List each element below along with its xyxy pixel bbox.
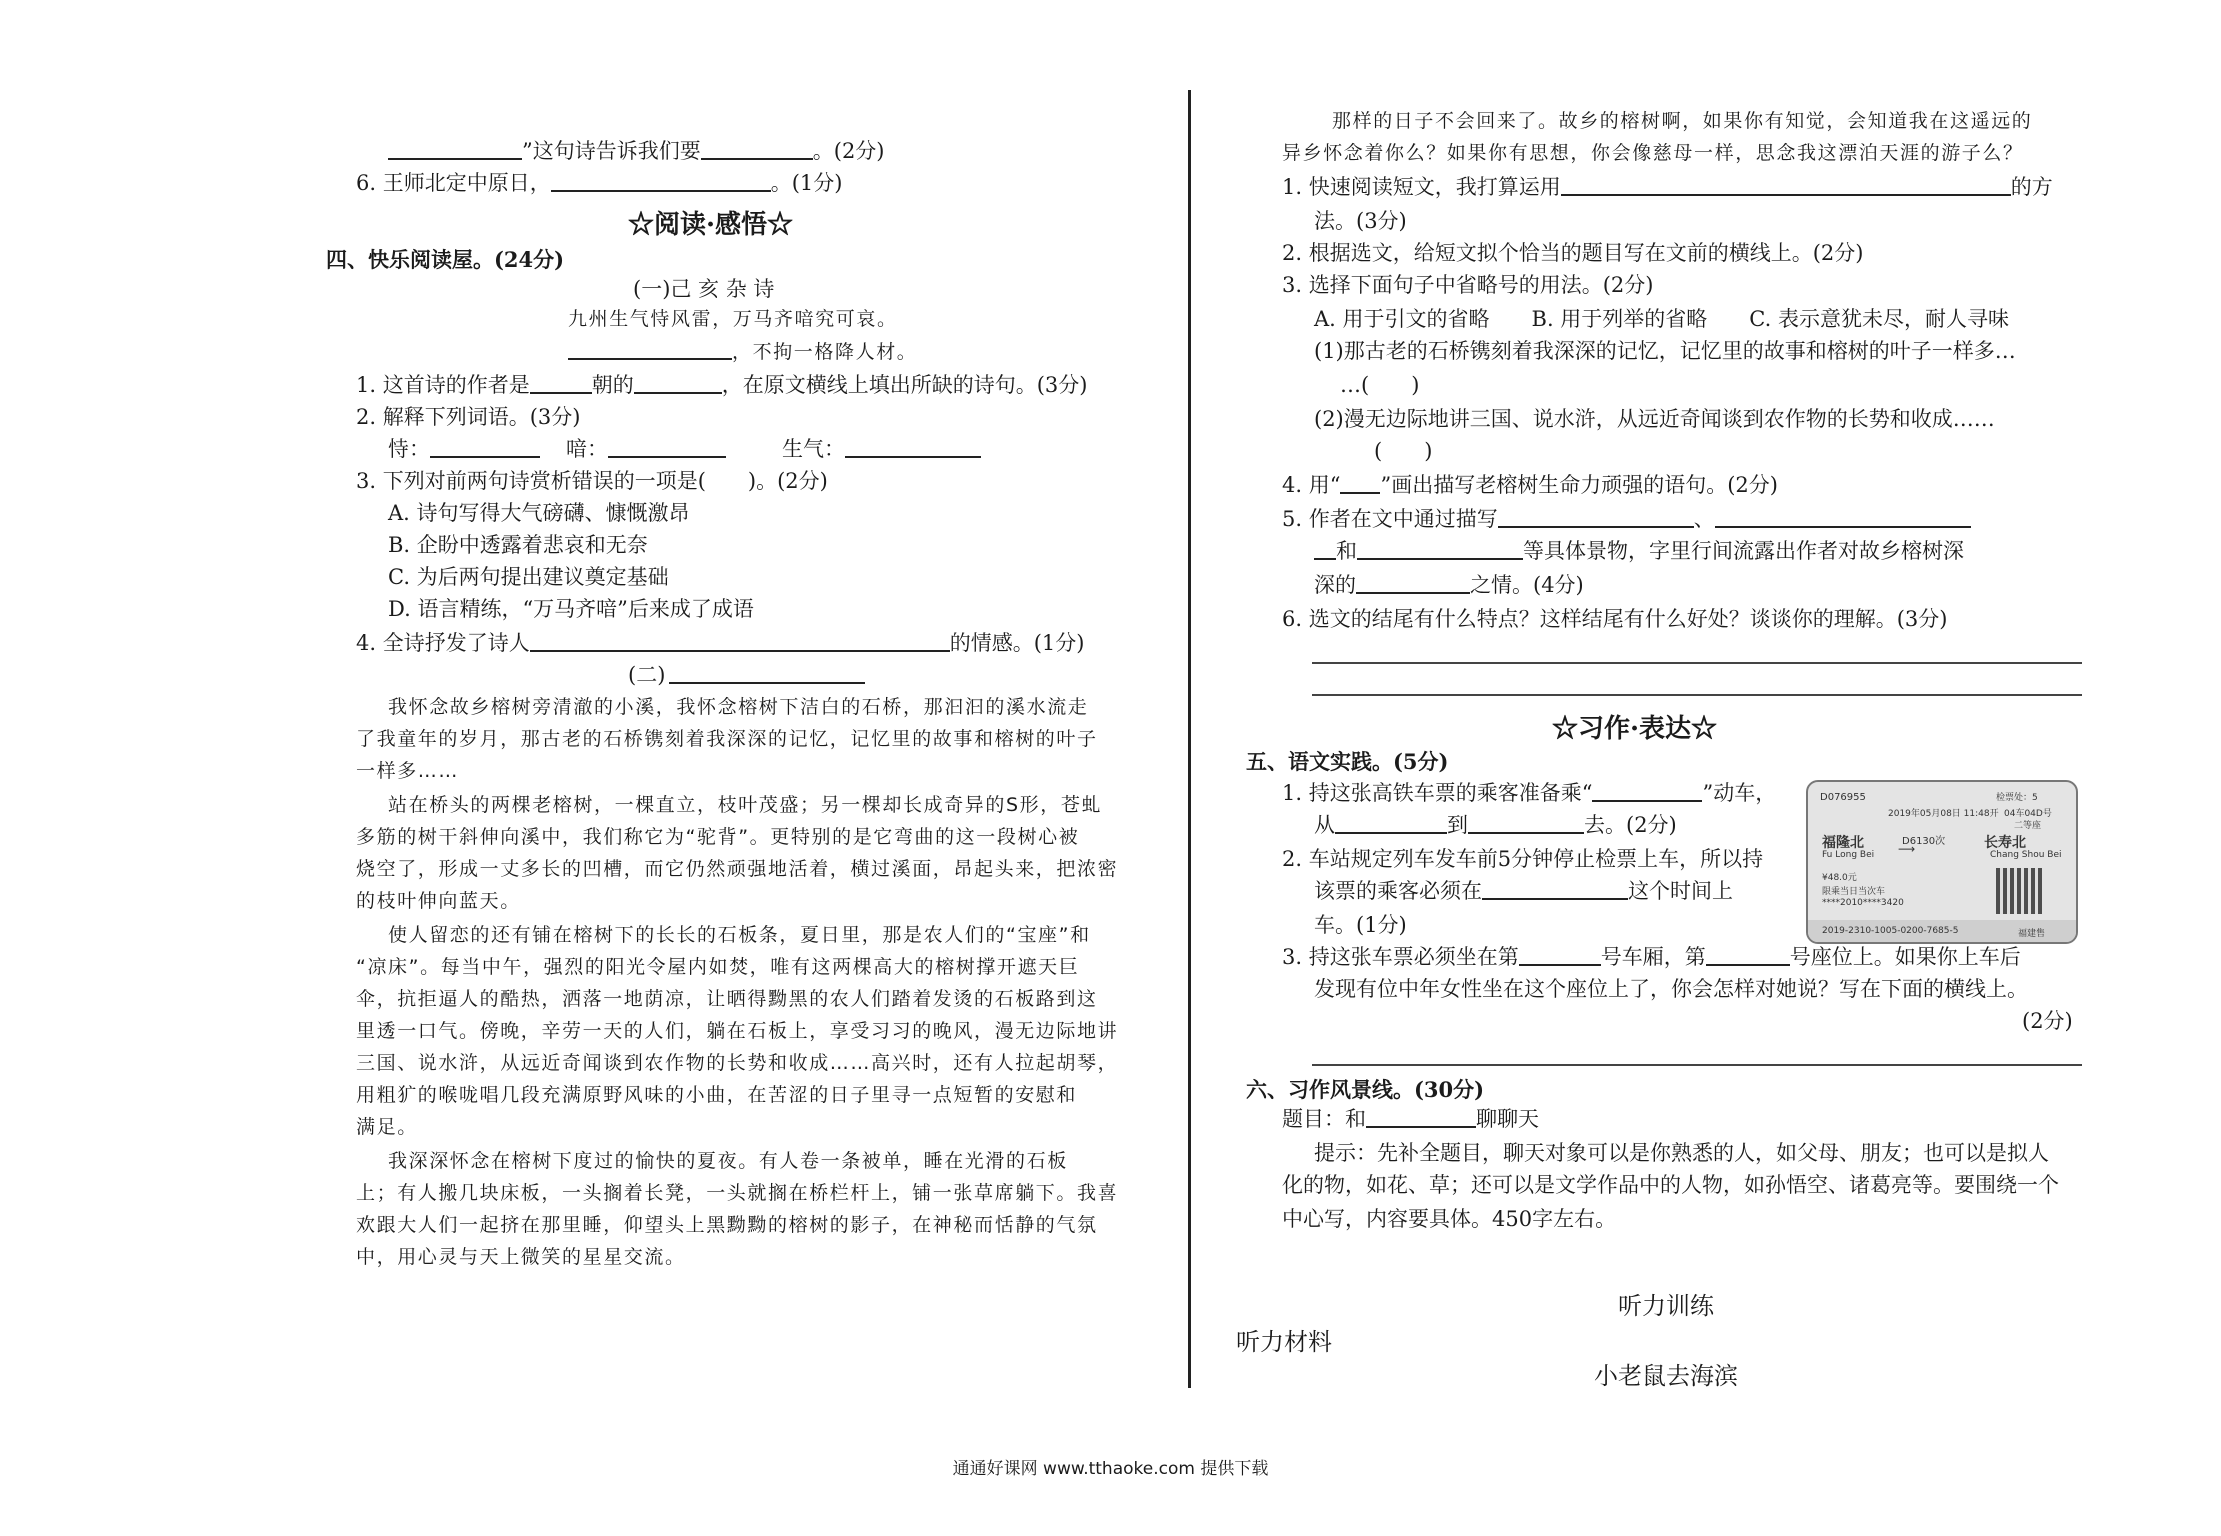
answer-blank[interactable] xyxy=(1335,812,1447,834)
text: ，在原文横线上填出所缺的诗句。(3分) xyxy=(721,373,1088,397)
passage-line: 中，用心灵与天上微笑的星星交流。 xyxy=(356,1246,686,1268)
ticket-from-pinyin: Fu Long Bei xyxy=(1822,850,1875,860)
s5-question-1 xyxy=(1282,780,1776,806)
s6-hint-1: 提示：先补全题目，聊天对象可以是你熟悉的人，如父母、朋友；也可以是拟人 xyxy=(1314,1141,2049,1165)
answer-blank[interactable] xyxy=(551,170,771,192)
passage-line: 一样多…… xyxy=(356,760,460,782)
section-5-title: 五、语文实践。(5分) xyxy=(1246,749,1449,774)
s6-hint-3: 中心写，内容要具体。450字左右。 xyxy=(1282,1207,1617,1231)
passage-line: 烧空了，形成一丈多长的凹槽，而它仍然顽强地活着，横过溪面，昂起头来，把浓密 xyxy=(356,858,1119,880)
arrow-icon: ⟶ xyxy=(1898,842,1916,856)
r-question-5b xyxy=(1314,538,1964,564)
poem-title: (一)己 亥 杂 诗 xyxy=(633,277,775,301)
text: 、 xyxy=(1693,507,1715,531)
text: 3. 持这张车票必须坐在第 xyxy=(1282,945,1519,969)
ticket-to-pinyin: Chang Shou Bei xyxy=(1990,850,2062,860)
ticket-issuer: 福建售 xyxy=(2018,929,2046,939)
train-ticket-image xyxy=(1806,780,2078,944)
text: 恃： xyxy=(388,437,430,461)
answer-blank[interactable] xyxy=(1482,878,1628,900)
underline-sample xyxy=(1340,472,1380,494)
text: 1. 快速阅读短文，我打算运用 xyxy=(1282,175,1561,199)
ticket-serial: 2019-2310-1005-0200-7685-5 xyxy=(1822,926,1959,936)
listening-story: 小老鼠去海滨 xyxy=(1594,1362,1738,1390)
answer-blank[interactable] xyxy=(845,436,981,458)
column-divider xyxy=(1188,90,1191,1388)
text: 的情感。(1分) xyxy=(949,631,1085,655)
passage-line: 用粗犷的喉咙唱几段充满原野风味的小曲，在苦涩的日子里寻一点短暂的安慰和 xyxy=(356,1084,1078,1106)
text: 5 xyxy=(2032,793,2038,803)
passage-line: 里透一口气。傍晚，辛劳一天的人们，躺在石板上，享受习习的晚风，漫无边际地讲 xyxy=(356,1020,1119,1042)
text: (二) xyxy=(628,663,666,687)
answer-blank[interactable] xyxy=(1356,572,1470,594)
qr-code-icon xyxy=(1996,868,2042,914)
text: 的方 xyxy=(2010,175,2053,199)
passage-line: 三国、说水浒，从远近奇闻谈到农作物的长势和收成……高兴时，还有人拉起胡琴， xyxy=(356,1052,1119,1074)
answer-blank[interactable] xyxy=(1468,812,1584,834)
passage-end-2: 异乡怀念着你么？如果你有思想，你会像慈母一样，思念我这漂泊天涯的游子么？ xyxy=(1282,142,2024,164)
r-question-1 xyxy=(1282,174,2053,200)
s6-title xyxy=(1282,1106,1539,1132)
text: 该票的乘客必须在 xyxy=(1314,879,1482,903)
answer-blank[interactable] xyxy=(701,138,813,160)
option-d[interactable]: D. 语言精练，“万马齐喑”后来成了成语 xyxy=(388,597,754,621)
text: ”动车， xyxy=(1702,781,1777,805)
s5-question-3c: (2分) xyxy=(2022,1009,2073,1033)
s6-hint-2: 化的物，如花、草；还可以是文学作品中的人物，如孙悟空、诸葛亮等。要围绕一个 xyxy=(1282,1173,2059,1197)
answer-blank[interactable] xyxy=(634,372,722,394)
writing-heading: ☆习作·表达☆ xyxy=(1552,714,1718,744)
ticket-to: 长寿北 xyxy=(1984,835,2026,851)
passage-line: 伞，抗拒逼人的酷热，洒落一地荫凉，让晒得黝黑的农人们踏着发烫的石板路到这 xyxy=(356,988,1098,1010)
text: 朝的 xyxy=(591,373,634,397)
answer-blank[interactable] xyxy=(530,372,592,394)
question-2-items xyxy=(388,436,981,462)
answer-blank[interactable] xyxy=(1314,538,1336,560)
answer-blank[interactable] xyxy=(568,338,732,360)
part-2-title xyxy=(628,662,865,688)
answer-blank[interactable] xyxy=(1366,1106,1476,1128)
text: 聊聊天 xyxy=(1476,1107,1539,1131)
answer-line[interactable] xyxy=(1312,1064,2082,1066)
text: 之情。(4分) xyxy=(1470,573,1584,597)
ticket-code: D076955 xyxy=(1820,792,1866,803)
ticket-from: 福隆北 xyxy=(1822,835,1864,851)
text: 等具体景物，字里行间流露出作者对故乡榕树深 xyxy=(1523,539,1964,563)
text: 5. 作者在文中通过描写 xyxy=(1282,507,1498,531)
passage-line: 我怀念故乡榕树旁清澈的小溪，我怀念榕树下洁白的石桥，那汩汩的溪水流走 xyxy=(388,696,1089,718)
passage-line: 满足。 xyxy=(356,1116,418,1138)
answer-blank[interactable] xyxy=(1498,506,1694,528)
listening-title: 听力训练 xyxy=(1618,1292,1714,1320)
ticket-car-seat: 04车04D号 xyxy=(2004,809,2052,819)
ticket-station-label xyxy=(1996,790,2038,803)
s5-question-2: 2. 车站规定列车发车前5分钟停止检票上车，所以持 xyxy=(1282,847,1764,871)
answer-blank[interactable] xyxy=(430,436,540,458)
text: 6. 王师北定中原日， xyxy=(356,171,551,195)
text: 题目：和 xyxy=(1282,1107,1366,1131)
r-question-1-end: 法。(3分) xyxy=(1314,209,1407,233)
text: 。(1分) xyxy=(770,171,843,195)
text: 4. 用“ xyxy=(1282,473,1341,497)
passage-line: 的枝叶伸向蓝天。 xyxy=(356,890,521,912)
answer-blank[interactable] xyxy=(1706,944,1790,966)
answer-blank[interactable] xyxy=(1519,944,1601,966)
question-4 xyxy=(356,630,1084,656)
ticket-price: ¥48.0元 xyxy=(1822,873,1857,883)
ticket-class: 二等座 xyxy=(2014,821,2042,831)
passage-line: 上；有人搬几块床板，一头搁着长凳，一头就搁在桥栏杆上，铺一张草席躺下。我喜 xyxy=(356,1182,1119,1204)
poem-line-2 xyxy=(568,338,917,365)
text: ”这句诗告诉我们要 xyxy=(522,139,701,163)
r-question-3-s2-answer[interactable]: ( ) xyxy=(1374,439,1433,463)
text: ，不拘一格降人材。 xyxy=(732,341,918,363)
option-b[interactable]: B. 企盼中透露着悲哀和无奈 xyxy=(388,533,648,557)
text: 号座位上。如果你上车后 xyxy=(1789,945,2021,969)
s5-question-2c: 车。(1分) xyxy=(1314,913,1407,937)
passage-line: “凉床”。每当中午，强烈的阳光令屋内如焚，唯有这两棵高大的榕树撑开遮天巨 xyxy=(356,956,1080,978)
r-question-5 xyxy=(1282,506,1971,532)
r-question-3-s1-answer[interactable]: …( ) xyxy=(1340,373,1420,397)
question-3: 3. 下列对前两句诗赏析错误的一项是( )。(2分) xyxy=(356,469,828,493)
answer-blank[interactable] xyxy=(388,138,522,160)
r-question-2: 2. 根据选文，给短文拟个恰当的题目写在文前的横线上。(2分) xyxy=(1282,241,1864,265)
passage-line: 了我童年的岁月，那古老的石桥镌刻着我深深的记忆，记忆里的故事和榕树的叶子 xyxy=(356,728,1098,750)
section-4-title: 四、快乐阅读屋。(24分) xyxy=(326,247,565,272)
s5-question-3 xyxy=(1282,944,2021,970)
text: 到 xyxy=(1447,813,1468,837)
ticket-note: 限乘当日当次车 xyxy=(1822,887,1886,897)
r-question-5c xyxy=(1314,572,1584,598)
question-2: 2. 解释下列词语。(3分) xyxy=(356,405,581,429)
text: 从 xyxy=(1314,813,1335,837)
answer-blank[interactable] xyxy=(1357,538,1523,560)
r-question-4 xyxy=(1282,472,1778,498)
reading-heading: ☆阅读·感悟☆ xyxy=(628,210,794,240)
passage-line: 站在桥头的两棵老榕树，一棵直立，枝叶茂盛；另一棵却长成奇异的S形，苍虬 xyxy=(388,794,1103,816)
passage-line: 多筋的树干斜伸向溪中，我们称它为“驼背”。更特别的是它弯曲的这一段树心被 xyxy=(356,826,1080,848)
answer-blank[interactable] xyxy=(608,436,726,458)
listening-material: 听力材料 xyxy=(1236,1328,1332,1356)
poem-line-1: 九州生气恃风雷，万马齐喑究可哀。 xyxy=(568,308,898,330)
r-question-6: 6. 选文的结尾有什么特点？这样结尾有什么好处？谈谈你的理解。(3分) xyxy=(1282,607,1948,631)
text: 号车厢，第 xyxy=(1600,945,1706,969)
r-question-3: 3. 选择下面句子中省略号的用法。(2分) xyxy=(1282,273,1654,297)
s5-question-2b xyxy=(1314,878,1733,904)
passage-end-1: 那样的日子不会回来了。故乡的榕树啊，如果你有知觉，会知道我在这遥远的 xyxy=(1332,110,2033,132)
s5-question-1b xyxy=(1314,812,1677,838)
text: 4. 全诗抒发了诗人 xyxy=(356,631,530,655)
option-a[interactable]: A. 诗句写得大气磅礴、慷慨激昂 xyxy=(388,501,690,525)
left-line-2 xyxy=(356,170,842,196)
ticket-id: ****2010****3420 xyxy=(1822,898,1904,908)
question-1 xyxy=(356,372,1087,398)
ticket-date: 2019年05月08日 11:48开 xyxy=(1888,809,1999,819)
text: 喑： xyxy=(566,437,608,461)
text: 1. 这首诗的作者是 xyxy=(356,373,530,397)
text: 去。(2分) xyxy=(1584,813,1677,837)
page-footer: 通通好课网 www.tthaoke.com 提供下载 xyxy=(952,1459,1269,1479)
r-question-3-s2: (2)漫无边际地讲三国、说水浒，从远近奇闻谈到农作物的长势和收成…… xyxy=(1314,407,1995,431)
text: 1. 持这张高铁车票的乘客准备乘“ xyxy=(1282,781,1593,805)
text: ”画出描写老榕树生命力顽强的语句。(2分) xyxy=(1380,473,1778,497)
text: 检票处： xyxy=(1996,793,2033,803)
answer-blank[interactable] xyxy=(1592,780,1702,802)
r-question-3-s1: (1)那古老的石桥镌刻着我深深的记忆，记忆里的故事和榕树的叶子一样多… xyxy=(1314,339,2016,363)
text: 这个时间上 xyxy=(1628,879,1733,903)
ticket-train: D6130次 xyxy=(1902,836,1946,847)
answer-line[interactable] xyxy=(1312,662,2082,664)
answer-blank[interactable] xyxy=(1715,506,1971,528)
s5-question-3b: 发现有位中年女性坐在这个座位上了，你会怎样对她说？写在下面的横线上。 xyxy=(1314,977,2028,1001)
text: 深的 xyxy=(1314,573,1356,597)
answer-line[interactable] xyxy=(1312,694,2082,696)
title-blank[interactable] xyxy=(669,662,865,684)
section-6-title: 六、习作风景线。(30分) xyxy=(1246,1077,1485,1102)
text: 。(2分) xyxy=(812,139,885,163)
text: 生气： xyxy=(782,437,845,461)
passage-line: 欢跟大人们一起挤在那里睡，仰望头上黑黝黝的榕树的影子，在神秘而恬静的气氛 xyxy=(356,1214,1098,1236)
r-question-3-options: A. 用于引文的省略 B. 用于列举的省略 C. 表示意犹未尽，耐人寻味 xyxy=(1314,307,2009,331)
left-line-1 xyxy=(388,138,885,164)
answer-blank[interactable] xyxy=(1561,174,2011,196)
passage-line: 使人留恋的还有铺在榕树下的长长的石板条，夏日里，那是农人们的“宝座”和 xyxy=(388,924,1091,946)
passage-line: 我深深怀念在榕树下度过的愉快的夏夜。有人卷一条被单，睡在光滑的石板 xyxy=(388,1150,1068,1172)
answer-blank[interactable] xyxy=(530,630,950,652)
text: 和 xyxy=(1336,539,1357,563)
option-c[interactable]: C. 为后两句提出建议奠定基础 xyxy=(388,565,669,589)
